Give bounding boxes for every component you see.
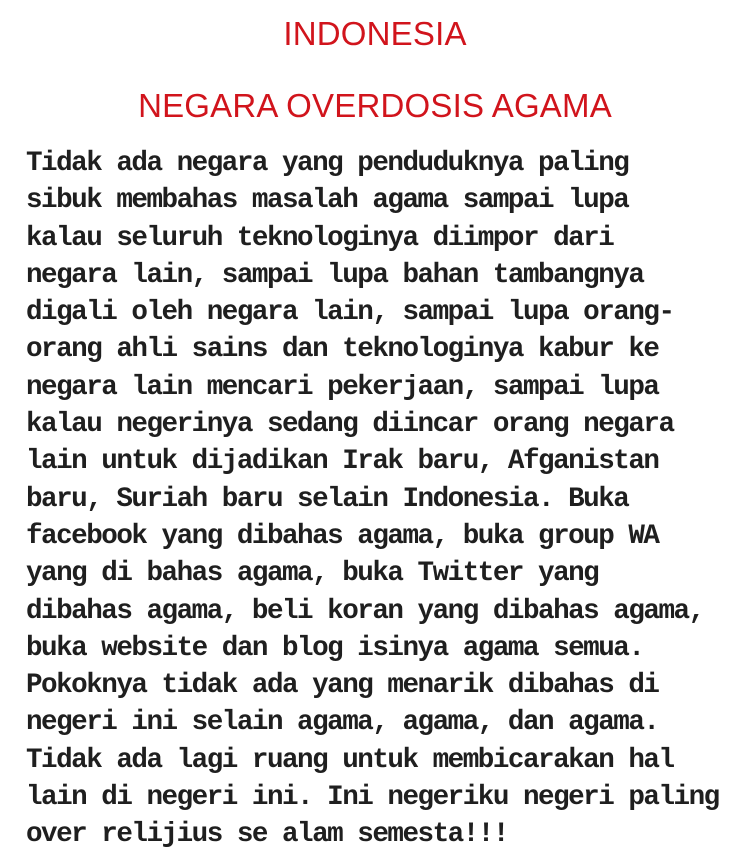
body-line: facebook yang dibahas agama, buka group WA [26, 520, 659, 552]
body-line: Tidak ada lagi ruang untuk membicarakan hal [26, 744, 674, 776]
body-line: yang di bahas agama, buka Twitter yang [26, 558, 599, 590]
body-line: lain di negeri ini. Ini negeriku negeri paling [26, 782, 719, 814]
body-line: kalau negerinya sedang diincar orang negara [26, 409, 674, 441]
body-line: negara lain mencari pekerjaan, sampai lupa [26, 371, 659, 403]
body-line: kalau seluruh teknologinya diimpor dari [26, 222, 614, 254]
body-line: over relijius se alam semesta!!! [26, 819, 508, 851]
body-paragraph [26, 145, 738, 854]
body-line: sibuk membahas masalah agama sampai lupa [26, 185, 629, 217]
body-line: negara lain, sampai lupa bahan tambangnya [26, 259, 644, 291]
body-line: lain untuk dijadikan Irak baru, Afganistan [26, 446, 659, 478]
body-line: Tidak ada negara yang penduduknya paling [26, 148, 629, 179]
body-line: baru, Suriah baru selain Indonesia. Buka [26, 483, 629, 515]
title-line-1: INDONESIA [283, 15, 467, 52]
body-line: orang ahli sains dan teknologinya kabur ke [26, 334, 659, 366]
body-line: Pokoknya tidak ada yang menarik dibahas di [26, 670, 659, 702]
body-line: digali oleh negara lain, sampai lupa orang- [26, 297, 674, 329]
body-line: negeri ini selain agama, agama, dan agama. [26, 707, 659, 739]
body-line: buka website dan blog isinya agama semua. [26, 632, 644, 664]
title-line-2: NEGARA OVERDOSIS AGAMA [138, 87, 612, 124]
body-line: dibahas agama, beli koran yang dibahas agama, [26, 595, 704, 627]
